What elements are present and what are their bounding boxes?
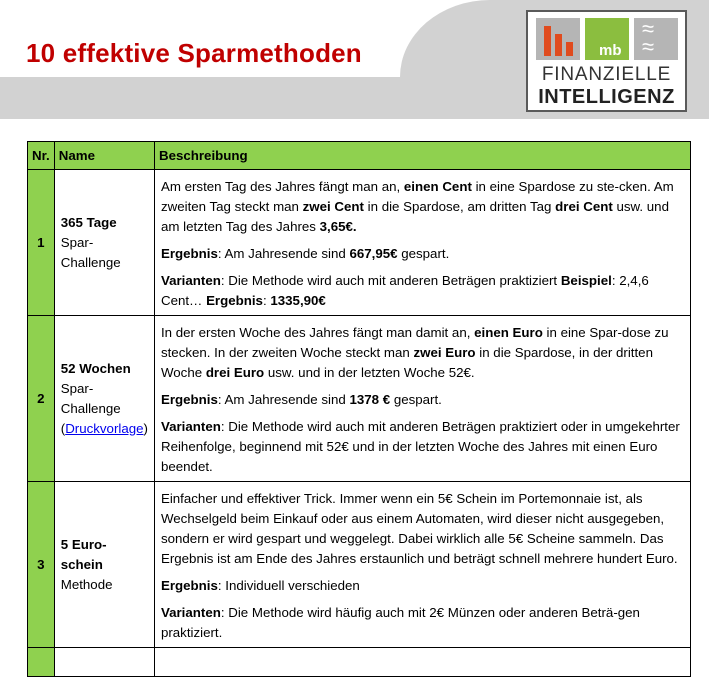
result-text: Ergebnis: Am Jahresende sind 667,95€ gespart. — [160, 246, 450, 261]
method-name: 52 Wochen — [60, 360, 131, 376]
result-text: Ergebnis: Individuell verschieden — [160, 578, 360, 593]
logo-line-1: FINANZIELLE — [541, 64, 672, 85]
druckvorlage-link[interactable]: Druckvorlage — [65, 420, 144, 436]
column-header-name: Name — [54, 142, 154, 170]
logo-tile-mb — [585, 18, 629, 60]
method-name-cell — [54, 482, 154, 648]
logo-line-2: INTELLIGENZ — [538, 86, 675, 108]
column-header-beschreibung: Beschreibung — [154, 142, 690, 170]
logo-tile-bars-icon — [536, 18, 580, 60]
method-subtitle: Methode — [60, 576, 113, 592]
logo-mb-text: mb — [599, 42, 622, 59]
table-row — [28, 316, 691, 482]
variants-text: Varianten: Die Methode wird auch mit anderen Beträgen praktiziert Beispiel: 2,4,6 Cent… Ergebnis: 1335,90€ — [160, 273, 649, 308]
table-row — [28, 482, 691, 648]
method-name: 365 Tage — [60, 214, 117, 230]
table-row — [28, 648, 691, 677]
wave-icon: ≈ ≈ — [642, 16, 655, 59]
description-text: In der ersten Woche des Jahres fängt man damit an, einen Euro in eine Spar-dose zu stecken. In der zweiten Woche steckt man zwei Euro in die Spardose, in der dritten Woche drei Euro usw. und in der letzten Woche 52€. — [160, 325, 669, 380]
variants-text: Varianten: Die Methode wird häufig auch mit 2€ Münzen oder anderen Beträ-gen praktiziert. — [160, 605, 640, 640]
logo-tile-wave-icon — [634, 18, 678, 60]
method-name: 5 Euro-schein — [60, 536, 107, 572]
logo-bar — [555, 34, 562, 56]
table-header-row — [28, 142, 691, 170]
method-subtitle: Spar-Challenge — [60, 234, 121, 270]
method-name-cell: 52 Wochen Spar-Challenge (Druckvorlage) — [54, 316, 154, 482]
column-header-nr: Nr. — [28, 142, 55, 170]
description-cell — [154, 170, 690, 316]
description-cell — [154, 316, 690, 482]
description-cell — [154, 482, 690, 648]
description-text: Einfacher und effektiver Trick. Immer wenn ein 5€ Schein im Portemonnaie ist, als Wechselgeld beim Einkauf oder aus einem Automaten, wird dieser nicht ausgegeben, sondern er wird gespart und weggelegt. Dabei wirklich alle 5€ Scheine sammeln. Das Ergebnis ist am Ende des Jahres erstaunlich und beträgt schnell mehrere hundert Euro. — [160, 491, 678, 566]
method-name-cell — [54, 648, 154, 677]
result-text: Ergebnis: Am Jahresende sind 1378 € gespart. — [160, 392, 442, 407]
description-cell — [154, 648, 690, 677]
method-name-cell — [54, 170, 154, 316]
table-row — [28, 170, 691, 316]
page-title: 10 effektive Sparmethoden — [26, 38, 362, 68]
logo-bar — [566, 42, 573, 56]
sparmethoden-table — [27, 141, 691, 677]
row-number: 2 — [28, 316, 55, 482]
row-number: 3 — [28, 482, 55, 648]
variants-text: Varianten: Die Methode wird auch mit anderen Beträgen praktiziert oder in umgekehrter Reihenfolge, beginnend mit 52€ und in der letzten Woche des Jahres mit einen Euro beendet. — [160, 419, 680, 474]
row-number: 1 — [28, 170, 55, 316]
logo-bar — [544, 26, 551, 56]
row-number — [28, 648, 55, 677]
finanzielle-intelligenz-logo — [526, 10, 687, 112]
method-subtitle: Spar-Challenge — [60, 380, 121, 416]
description-text: Am ersten Tag des Jahres fängt man an, einen Cent in eine Spardose zu ste-cken. Am zweiten Tag steckt man zwei Cent in die Spardose, am dritten Tag drei Cent usw. und am letzten Tag des Jahres 3,65€. — [160, 179, 674, 234]
